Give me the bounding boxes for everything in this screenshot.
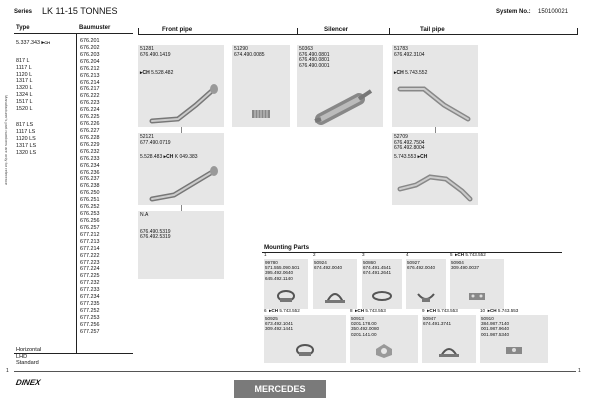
table-divider xyxy=(76,33,77,353)
model-row: 676.251 xyxy=(80,197,100,204)
oem-number: 676.490.0001 xyxy=(299,62,330,69)
model-row: 676.236 xyxy=(80,169,100,176)
chassis-number: K 049.383 xyxy=(174,154,198,160)
oem-number: 676.492.5319 xyxy=(140,234,171,241)
oem-number: 674.491.2641 xyxy=(363,270,392,276)
model-row: 677.212 xyxy=(80,231,100,238)
part-number: 50904 xyxy=(451,260,464,265)
front-pipe-drawing xyxy=(148,165,220,203)
part-panel-51783[interactable] xyxy=(392,45,478,127)
oem-number: 674.491.3741 xyxy=(423,321,452,327)
oem-number: 350.492.0080 xyxy=(351,326,380,332)
model-row: 677.225 xyxy=(80,273,100,280)
model-row: 676.253 xyxy=(80,211,100,218)
model-row: 677.232 xyxy=(80,280,100,287)
mounting-part-50910[interactable] xyxy=(480,315,548,363)
type-row: 1317 L xyxy=(16,78,33,85)
config-line: Horizontal xyxy=(16,347,42,353)
model-row: 676.226 xyxy=(80,121,100,128)
mounting-part-drawing xyxy=(502,342,526,360)
mounting-part-drawing xyxy=(323,288,347,306)
part-panel-51290[interactable] xyxy=(232,45,290,127)
part-number: 51281 xyxy=(140,46,154,52)
side-note: Manufacturer's part numbers are only for reference xyxy=(4,95,9,186)
mounting-part-drawing xyxy=(414,288,438,306)
mounting-part-50913[interactable] xyxy=(350,315,418,363)
mounting-part-drawing xyxy=(437,342,461,360)
part-number: 51290 xyxy=(234,46,248,52)
type-row: 1520 L xyxy=(16,105,33,112)
model-row: 676.256 xyxy=(80,217,100,224)
part-number: 51783 xyxy=(394,46,408,52)
type-row: 1117 L xyxy=(16,64,32,71)
model-row: 677.214 xyxy=(80,245,100,252)
part-number: 99780 xyxy=(265,260,278,265)
type-row: 5.337.343 ▸CH xyxy=(16,40,50,46)
part-number: 52709 xyxy=(394,134,408,140)
part-number: 50925 xyxy=(265,316,278,321)
tail-pipe-drawing xyxy=(396,83,474,125)
model-row: 676.227 xyxy=(80,127,100,134)
series-label: Series xyxy=(14,9,33,15)
part-number: 50363 xyxy=(299,46,313,52)
mounting-part-drawing xyxy=(465,288,489,306)
sections-rule xyxy=(138,34,578,35)
mounting-part-50924[interactable] xyxy=(313,259,357,309)
chassis-icon: ▸CH xyxy=(417,154,428,160)
mounting-item-number: 2 xyxy=(313,252,316,257)
oem-number: 676.490.5319 xyxy=(140,228,171,235)
heading-tick xyxy=(138,28,139,34)
mounting-part-drawing xyxy=(370,288,394,306)
model-row: 676.224 xyxy=(80,107,100,114)
config-line: LHD xyxy=(16,353,28,360)
heading-tick xyxy=(389,28,390,34)
model-row: 677.253 xyxy=(80,314,100,321)
part-panel-50363[interactable] xyxy=(297,45,383,127)
part-number: N.A xyxy=(140,212,149,218)
oem-number: 674.490.0085 xyxy=(234,51,265,58)
bottom-rule xyxy=(14,371,576,372)
model-row: 677.234 xyxy=(80,294,100,301)
front-pipe-drawing xyxy=(148,83,220,125)
oem-number: 001.987.5340 xyxy=(481,331,510,337)
oem-number: 676.490.1419 xyxy=(140,51,171,58)
oem-number: 676.492.0040 xyxy=(407,265,436,271)
oem-number: 676.492.3104 xyxy=(394,51,425,58)
page-number-right: 1 xyxy=(578,368,581,374)
model-row: 676.214 xyxy=(80,79,100,86)
type-row: 1517 L xyxy=(16,98,33,105)
part-number: 50910 xyxy=(481,316,494,321)
model-row: 676.234 xyxy=(80,162,100,169)
oem-number: 309.490.0037 xyxy=(451,265,480,271)
type-row: 1317 LS xyxy=(16,142,37,149)
oem-number: 309.492.1441 xyxy=(265,326,294,332)
system-value: 150100021 xyxy=(538,9,569,15)
part-number: 52121 xyxy=(140,134,154,140)
model-row: 676.213 xyxy=(80,72,100,79)
oem-number: 0201.141.00 xyxy=(351,331,377,337)
type-row: 817 LS xyxy=(16,122,34,129)
model-row: 676.237 xyxy=(80,176,100,183)
model-row: 677.256 xyxy=(80,321,100,328)
mounting-part-drawing xyxy=(372,342,396,360)
oem-number: 395.492.0640 xyxy=(265,270,294,276)
oem-number: 676.492.7504 xyxy=(394,139,425,146)
mounting-item-number: 10 ▸CH 5.743.553 xyxy=(480,308,519,313)
oem-number: 001.987.9640 xyxy=(481,326,510,332)
oem-number: 674.491.4541 xyxy=(363,265,392,271)
logo-text: DINEX xyxy=(15,378,42,387)
mounting-item-number: 5 ▸CH 5.743.552 xyxy=(450,252,486,257)
mounting-part-drawing xyxy=(274,288,298,306)
model-row: 677.233 xyxy=(80,287,100,294)
type-column-header: Type xyxy=(16,25,30,31)
chassis-icon: ▸CH xyxy=(163,154,174,160)
oem-number: 571.555.090.501 xyxy=(265,265,300,271)
mounting-part-50860[interactable] xyxy=(362,259,402,309)
tail-pipe-drawing xyxy=(396,167,474,203)
type-row: 1120 LS xyxy=(16,135,36,142)
model-list xyxy=(80,38,130,336)
part-number: 50913 xyxy=(351,316,364,321)
mounting-item-number: 6 ▸CH 5.743.552 xyxy=(264,308,300,313)
model-row: 676.223 xyxy=(80,100,100,107)
type-row: 1120 L xyxy=(16,71,33,78)
heading-tick xyxy=(577,28,578,34)
oem-number: 645.492.1140 xyxy=(265,275,293,281)
model-row: 677.235 xyxy=(80,301,100,308)
model-row: 676.232 xyxy=(80,148,100,155)
type-row: 1117 LS xyxy=(16,129,36,136)
silencer-heading: Silencer xyxy=(324,26,349,33)
oem-number: 674.492.0040 xyxy=(314,265,343,271)
mounting-item-number: 4 xyxy=(406,252,409,257)
chassis-number: 5.743.553 xyxy=(394,154,417,160)
model-row: 676.217 xyxy=(80,86,100,93)
heading-tick xyxy=(297,28,298,34)
type-row: 1320 L xyxy=(16,85,33,92)
oem-number: 676.492.8004 xyxy=(394,145,425,152)
oem-number: 384.987.7140 xyxy=(481,321,510,327)
part-number: 50860 xyxy=(363,260,376,265)
model-row: 677.213 xyxy=(80,238,100,245)
model-row: 676.222 xyxy=(80,93,100,100)
model-row: 676.229 xyxy=(80,141,100,148)
model-row: 677.223 xyxy=(80,259,100,266)
model-row: 677.222 xyxy=(80,252,100,259)
part-panel-51281[interactable] xyxy=(138,45,224,127)
mounting-rule xyxy=(262,252,562,253)
model-row: 676.202 xyxy=(80,44,100,51)
config-lines xyxy=(16,347,41,367)
model-row: 676.238 xyxy=(80,183,100,190)
model-row: 676.233 xyxy=(80,155,100,162)
mounting-parts-heading: Mounting Parts xyxy=(264,244,310,251)
dinex-logo xyxy=(15,378,41,387)
mounting-part-drawing xyxy=(293,342,317,360)
config-line: Standard xyxy=(16,360,39,367)
silencer-drawing xyxy=(313,85,375,125)
part-number: 50924 xyxy=(314,260,327,265)
chassis-number: 5.743.552 xyxy=(405,70,428,76)
mounting-item-number: 8 ▸CH 5.743.553 xyxy=(350,308,386,313)
type-row: 1324 L xyxy=(16,91,33,98)
mounting-part-50904[interactable] xyxy=(450,259,504,309)
chassis-number: 5.528.483 xyxy=(140,154,163,160)
part-panel-na[interactable] xyxy=(138,211,224,279)
model-row: 677.224 xyxy=(80,266,100,273)
tail-pipe-heading: Tail pipe xyxy=(420,26,445,33)
model-row: 676.201 xyxy=(80,38,100,44)
mounting-part-99780[interactable] xyxy=(264,259,308,309)
flex-pipe-drawing xyxy=(250,107,272,121)
brand-bar: MERCEDES xyxy=(234,380,326,398)
page-number-left: 1 xyxy=(6,368,9,374)
chassis-icon: ▸CH xyxy=(394,70,404,76)
mounting-part-50925[interactable] xyxy=(264,315,346,363)
model-row: 676.252 xyxy=(80,204,100,211)
chassis-icon: ▸CH xyxy=(140,70,150,76)
model-column-header: Baumuster xyxy=(79,25,111,31)
type-list xyxy=(16,40,74,156)
part-number: 50927 xyxy=(407,260,420,265)
mounting-item-number: 1 xyxy=(264,252,267,257)
type-row: 1320 LS xyxy=(16,149,37,156)
chassis-number: 5.528.482 xyxy=(151,70,174,76)
oem-number: 673.492.1041 xyxy=(265,321,294,327)
mounting-part-50927[interactable] xyxy=(406,259,446,309)
system-label: System No.: xyxy=(496,9,531,15)
model-row: 676.225 xyxy=(80,114,100,121)
front-pipe-heading: Front pipe xyxy=(162,26,193,33)
mounting-part-50947[interactable] xyxy=(422,315,476,363)
model-row: 676.257 xyxy=(80,224,100,231)
model-row: 677.252 xyxy=(80,307,100,314)
model-row: 676.212 xyxy=(80,65,100,72)
oem-number: 676.490.0801 xyxy=(299,51,330,58)
part-panel-52121[interactable] xyxy=(138,133,224,205)
part-panel-52709[interactable] xyxy=(392,133,478,205)
oem-number: 676.490.0801 xyxy=(299,57,330,64)
model-row: 676.203 xyxy=(80,51,100,58)
model-row: 676.204 xyxy=(80,58,100,65)
series-value: LK 11-15 TONNES xyxy=(42,6,118,16)
model-row: 676.250 xyxy=(80,190,100,197)
model-row: 677.257 xyxy=(80,328,100,335)
table-header-rule xyxy=(14,33,133,34)
mounting-item-number: 9 ▸CH 5.743.553 xyxy=(422,308,458,313)
oem-number: 677.490.0719 xyxy=(140,139,171,146)
model-row: 676.228 xyxy=(80,134,100,141)
type-row: 817 L xyxy=(16,58,30,64)
oem-number: 0201.178.00 xyxy=(351,321,377,327)
part-number: 50947 xyxy=(423,316,436,321)
mounting-item-number: 3 xyxy=(362,252,365,257)
